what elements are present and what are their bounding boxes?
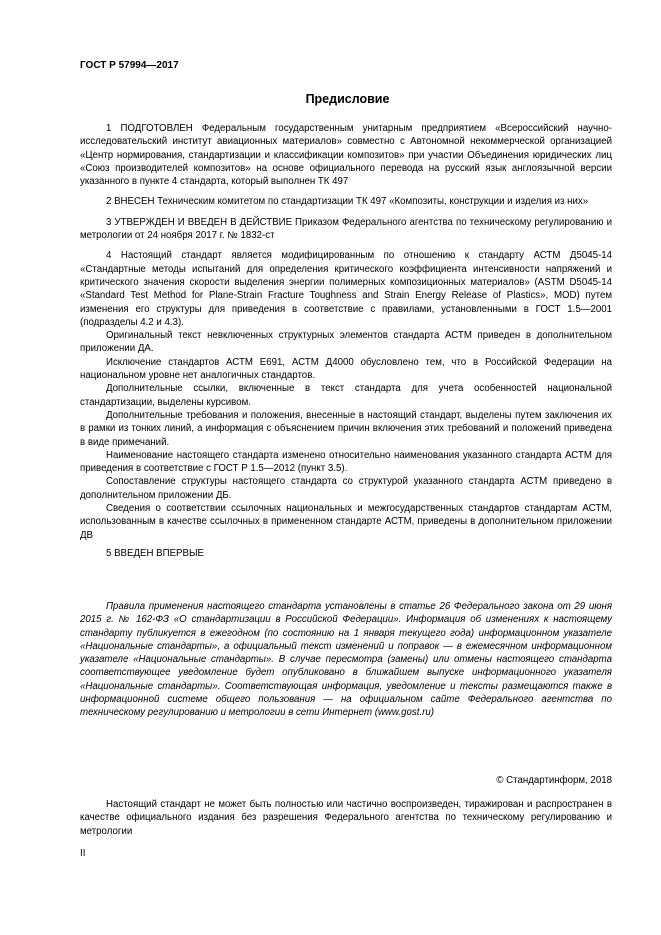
item4-paragraph: Оригинальный текст невключенных структурных элементов стандарта АСТМ приведен в дополнительном приложении ДА. xyxy=(80,330,612,355)
foreword-item-3: 3 УТВЕРЖДЕН И ВВЕДЕН В ДЕЙСТВИЕ Приказом Федерального агентства по техническому регулированию и метрологии от 24 ноября 2017 г. № 1832-ст xyxy=(80,216,612,242)
foreword-body xyxy=(80,122,612,567)
foreword-item-4: 4 Настоящий стандарт является модифицированным по отношению к стандарту АСТМ Д5045-14 «Стандартные методы испытаний для определения критического коэффициента интенсивности напряжений и критического значения скорости выделения энергии полимерных композиционных материалов» (ASTM D5045-14 «Standard Test Method for Plane-Strain Fracture Toughness and Strain Energy Release of Plastics», MOD) путем изменения его структуры для приведения в соответствие с правилами, установленными в ГОСТ 1.5—2001 (подразделы 4.2 и 4.3). xyxy=(80,250,612,328)
copyright-line: © Стандартинформ, 2018 xyxy=(496,775,612,786)
foreword-item-2: 2 ВНЕСЕН Техническим комитетом по стандартизации ТК 497 «Композиты, конструкции и изделия из них» xyxy=(106,196,589,208)
item4-paragraph: Дополнительные требования и положения, внесенные в настоящий стандарт, выделены путем заключения их в рамки из тонких линий, а информация с объяснением причин включения этих требований и положений приведена в виде примечаний. xyxy=(80,409,612,448)
foreword-item-5: 5 ВВЕДЕН ВПЕРВЫЕ xyxy=(106,547,205,559)
item4-paragraph: Дополнительные ссылки, включенные в текст стандарта для учета особенностей национальной стандартизации, выделены курсивом. xyxy=(80,383,612,408)
page-number: II xyxy=(80,848,86,859)
page-title: Предисловие xyxy=(305,92,390,106)
item4-paragraph: Исключение стандартов АСТМ Е691, АСТМ Д4000 обусловлено тем, что в Российской Федерации на национальном уровне нет аналогичных стандартов. xyxy=(80,356,612,382)
item4-paragraph: Сопоставление структуры настоящего стандарта со структурой указанного стандарта АСТМ приведено в дополнительном приложении ДБ. xyxy=(80,476,612,501)
item4-paragraph: Наименование настоящего стандарта изменено относительно наименования указанного стандарта АСТМ для приведения в соответствие с ГОСТ Р 1.5—2012 (пункт 3.5). xyxy=(80,449,612,475)
item4-paragraph: Сведения о соответствии ссылочных национальных и межгосударственных стандартов стандартам АСТМ, использованным в качестве ссылочных в примененном стандарте АСТМ, приведены в дополнительном приложении ДВ xyxy=(80,503,612,541)
document-code-header: ГОСТ Р 57994—2017 xyxy=(80,60,179,71)
reproduction-notice: Настоящий стандарт не может быть полностью или частично воспроизведен, тиражирован и распространен в качестве официального издания без разрешения Федерального агентства по техническому регулированию и метрологии xyxy=(80,799,612,837)
standard-application-notice: Правила применения настоящего стандарта установлены в статье 26 Федерального закона от 29 июня 2015 г. № 162-ФЗ «О стандартизации в Российской Федерации». Информация об изменениях к настоящему стандарту публикуется в ежегодном (по состоянию на 1 января текущего года) информационном указателе «Национальные стандарты», а официальный текст изменений и поправок — в ежемесячном информационном указателе «Национальные стандарты». В случае пересмотра (замены) или отмены настоящего стандарта соответствующее уведомление будет опубликовано в ближайшем выпуске информационного указателя «Национальные стандарты». Соответствующая информация, уведомление и тексты размещаются также в информационной системе общего пользования — на официальном сайте Федерального агентства по техническому регулированию и метрологии в сети Интернет (www.gost.ru) xyxy=(80,601,612,719)
foreword-item-1: 1 ПОДГОТОВЛЕН Федеральным государственным унитарным предприятием «Всероссийский научно-исследовательский институт авиационных материалов» совместно с Автономной некоммерческой организацией «Центр нормирования, стандартизации и классификации композитов» при участии Объединения юридических лиц «Союз производителей композитов» на основе официального перевода на русский язык англоязычной версии указанного в пункте 4 стандарта, который выполнен ТК 497 xyxy=(80,123,612,188)
